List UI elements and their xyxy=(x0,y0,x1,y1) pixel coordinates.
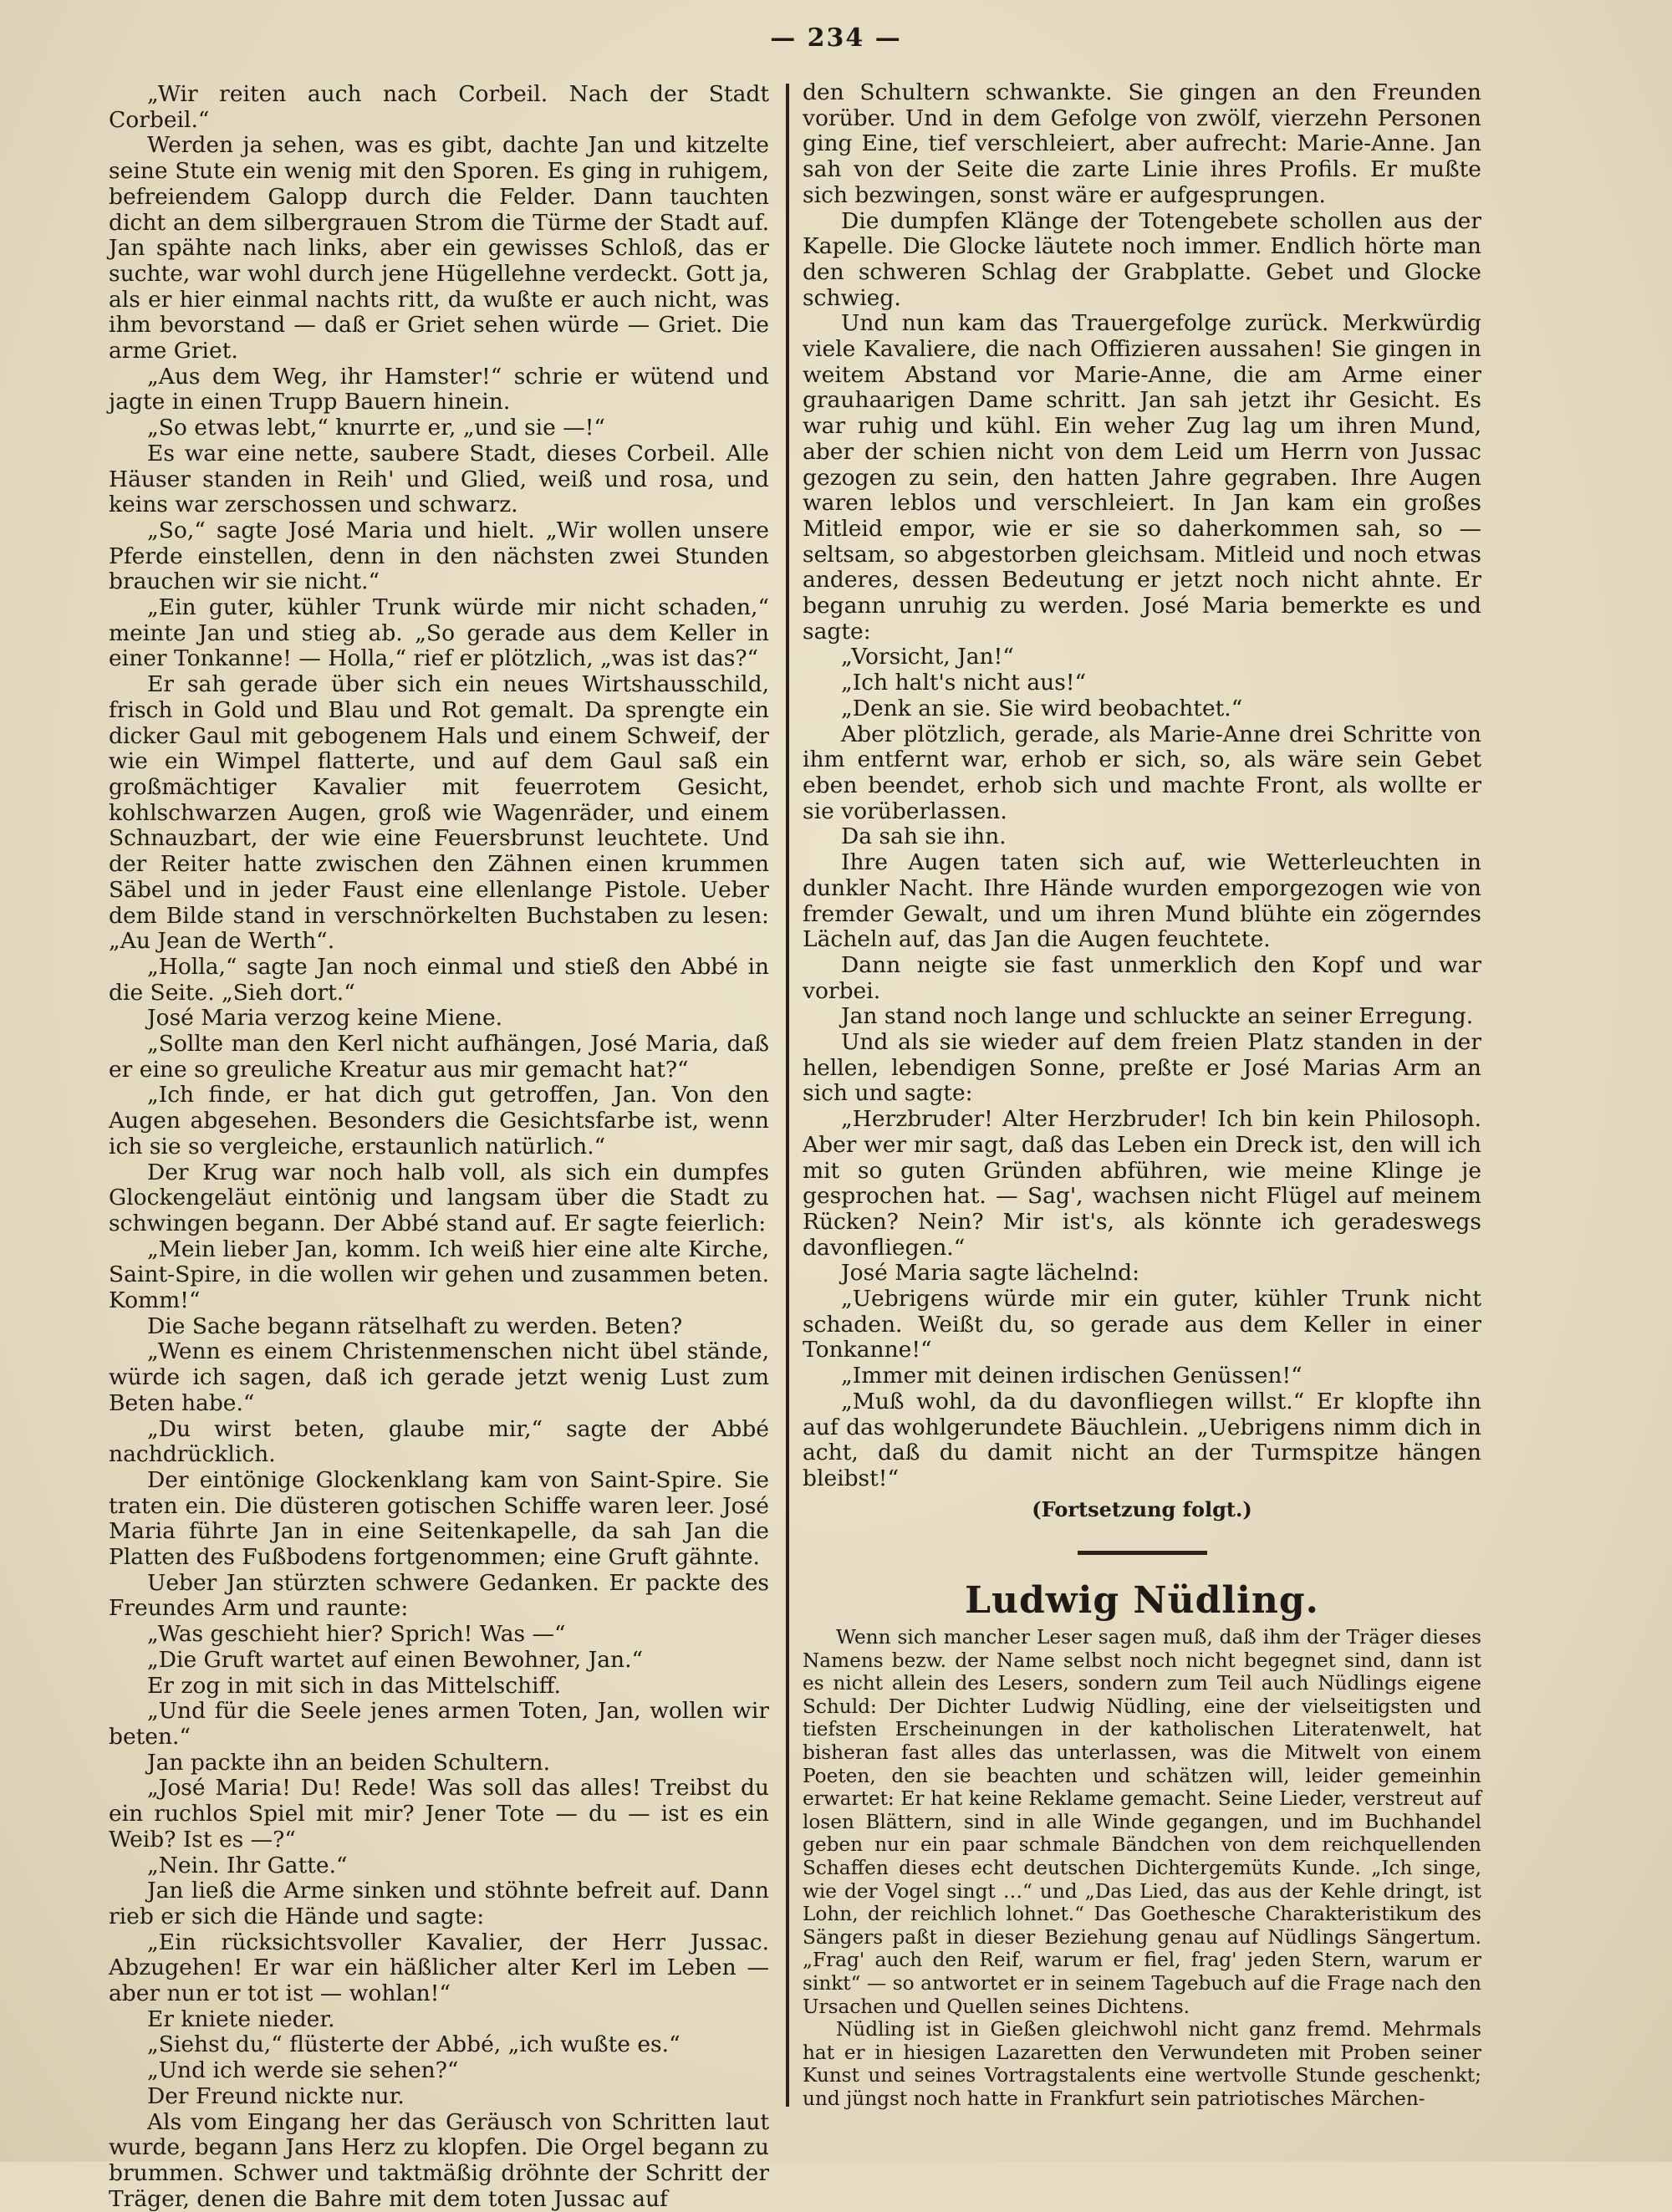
paragraph: Es war eine nette, saubere Stadt, dieses Corbeil. Alle Häuser standen in Reih' und Glied, weiß und rosa, und keins war zerschossen und schwarz. xyxy=(109,440,769,518)
paragraph: Jan stand noch lange und schluckte an seiner Erregung. xyxy=(841,1003,1474,1030)
paragraph: „Vorsicht, Jan!“ xyxy=(841,644,1014,670)
paragraph: „Sollte man den Kerl nicht aufhängen, José Maria, daß er eine so greuliche Kreatur aus mir gemacht hat?“ xyxy=(109,1031,769,1083)
paragraph: „Was geschieht hier? Sprich! Was —“ xyxy=(147,1621,566,1648)
paragraph: „Nein. Ihr Gatte.“ xyxy=(147,1852,348,1878)
paragraph: „Muß wohl, da du davonfliegen willst.“ Er klopfte ihn auf das wohlgerundete Bäuchlein. „Uebrigens nimm dich in acht, daß du damit nicht an der Turmspitze hängen bleibst!“ xyxy=(803,1388,1481,1491)
left-column xyxy=(109,82,769,2212)
paragraph: „Herzbruder! Alter Herzbruder! Ich bin kein Philosoph. Aber wer mir sagt, daß das Leben ein Dreck ist, den will ich mit so guten Gründen abführen, wie meine Klinge je gesprochen hat. — Sag', wachsen nicht Flügel auf meinem Rücken? Nein? Mir ist's, als könnte ich geradeswegs davonfliegen.“ xyxy=(803,1106,1481,1261)
paragraph: Jan ließ die Arme sinken und stöhnte befreit auf. Dann rieb er sich die Hände und sagte: xyxy=(109,1878,769,1929)
paragraph: Da sah sie ihn. xyxy=(841,823,1007,850)
article-title: Ludwig Nüdling. xyxy=(965,1579,1319,1623)
paragraph: „Holla,“ sagte Jan noch einmal und stieß den Abbé in die Seite. „Sieh dort.“ xyxy=(109,953,769,1006)
paragraph: „Und ich werde sie sehen?“ xyxy=(147,2057,459,2084)
column-divider xyxy=(786,84,789,2107)
paragraph: Werden ja sehen, was es gibt, dachte Jan und kitzelte seine Stute ein wenig mit den Sporen. Es ging in ruhigem, befreiendem Galopp durch die Felder. Dann tauchten dicht an dem silbergrauen Strom die Türme der Stadt auf. Jan spähte nach links, aber ein gewisses Schloß, das er suchte, war wohl durch jene Hügellehne verdeckt. Gott ja, als er hier einmal nachts ritt, da wußte er auch nicht, was ihm bevorstand — daß er Griet sehen würde — Griet. Die arme Griet. xyxy=(109,132,769,364)
paragraph: „Ich halt's nicht aus!“ xyxy=(841,670,1087,696)
paragraph: Ueber Jan stürzten schwere Gedanken. Er packte des Freundes Arm und raunte: xyxy=(109,1569,769,1622)
paragraph: „Immer mit deinen irdischen Genüssen!“ xyxy=(841,1363,1302,1389)
paragraph: „José Maria! Du! Rede! Was soll das alles! Treibst du ein ruchlos Spiel mit mir? Jener Tote — du — ist es ein Weib? Ist es —?“ xyxy=(109,1775,769,1853)
section-separator xyxy=(1078,1551,1207,1555)
paragraph: „Du wirst beten, glaube mir,“ sagte der Abbé nachdrücklich. xyxy=(109,1415,769,1468)
paragraph: „So,“ sagte José Maria und hielt. „Wir wollen unsere Pferde einstellen, denn in den nächsten zwei Stunden brauchen wir sie nicht.“ xyxy=(109,517,769,595)
paragraph: „Wenn es einem Christenmenschen nicht übel stände, würde ich sagen, daß ich gerade jetzt wenig Lust zum Beten habe.“ xyxy=(109,1338,769,1416)
paragraph: „Die Gruft wartet auf einen Bewohner, Jan.“ xyxy=(147,1646,644,1673)
page-number: — 234 — xyxy=(770,23,902,53)
paragraph: Aber plötzlich, gerade, als Marie-Anne drei Schritte von ihm entfernt war, erhob er sich, so, als wäre sein Gebet eben beendet, erhob sich und machte Front, als wollte er sie vorüberlassen. xyxy=(803,721,1481,824)
story-paragraphs xyxy=(803,209,1481,1492)
paragraph: Nüdling ist in Gießen gleichwohl nicht ganz fremd. Mehrmals hat er in hiesigen Lazaretten den Verwundeten mit Proben seiner Kunst und seines Vortragstalents eine wertvolle Stunde geschenkt; und jüngst noch hatte in Frankfurt sein patriotisches Märchen- xyxy=(803,2018,1481,2110)
paragraph: „Aus dem Weg, ihr Hamster!“ schrie er wütend und jagte in einen Trupp Bauern hinein. xyxy=(109,363,769,415)
continued-note: (Fortsetzung folgt.) xyxy=(1032,1496,1252,1521)
paragraph: „Siehst du,“ flüsterte der Abbé, „ich wußte es.“ xyxy=(147,2031,681,2058)
paragraph: „Ich finde, er hat dich gut getroffen, Jan. Von den Augen abgesehen. Besonders die Gesichtsfarbe ist, wenn ich sie so vergleiche, erstaunlich natürlich.“ xyxy=(109,1082,769,1160)
paragraph: Er sah gerade über sich ein neues Wirtshausschild, frisch in Gold und Blau und Rot gemalt. Da sprengte ein dicker Gaul mit gebogenem Hals und einem Schweif, der wie ein Wimpel flatterte, und auf dem Gaul saß ein großmächtiger Kavalier mit feuerrotem Gesicht, kohlschwarzen Augen, groß wie Wagenräder, und einem Schnauzbart, der wie eine Feuersbrunst leuchtete. Und der Reiter hatte zwischen den Zähnen einen krummen Säbel und in jeder Faust eine ellenlange Pistole. Ueber dem Bilde stand in verschnörkelten Buchstaben zu lesen: „Au Jean de Werth“. xyxy=(109,671,769,955)
paragraph: Jan packte ihn an beiden Schultern. xyxy=(147,1749,551,1776)
right-column xyxy=(803,80,1481,2111)
paragraph: Wenn sich mancher Leser sagen muß, daß ihm der Träger dieses Namens bezw. der Name selbst noch nicht begegnet sind, dann ist es nicht allein des Lesers, sondern zum Teil auch Nüdlings eigene Schuld: Der Dichter Ludwig Nüdling, eine der vielseitigsten und tiefsten Erscheinungen in der katholischen Literatenwelt, hat bisheran fast alles das unterlassen, was die Mitwelt von einem Poeten, den sie beachten und schätzen will, leider gemeinhin erwartet: Er hat keine Reklame gemacht. Seine Lieder, verstreut auf losen Blättern, sind in alle Winde gegangen, und im Buchhandel geben nur ein paar schmale Bändchen von dem reichquellenden Schaffen dieses echt deutschen Dichtergemüts Kunde. „Ich singe, wie der Vogel singt …“ und „Das Lied, das aus der Kehle dringt, ist Lohn, der reichlich lohnet.“ Das Goethesche Charakteristikum des Sängers paßt in dieser Beziehung genau auf Nüdlings Sängertum. „Frag' auch den Reif, warum er fiel, frag' jeden Stern, warum er sinkt“ — so antwortet er in seinem Tagebuch auf die Frage nach den Ursachen und Quellen seines Dichtens. xyxy=(803,1626,1481,2018)
continued-paragraph: den Schultern schwankte. Sie gingen an den Freunden vorüber. Und in dem Gefolge von zwölf, vierzehn Personen ging Eine, tief verschleiert, aber aufrecht: Marie-Anne. Jan sah von der Seite die zarte Linie ihres Profils. Er mußte sich bezwingen, sonst wäre er aufgesprungen. xyxy=(803,79,1481,208)
article-body xyxy=(803,1626,1481,2110)
paragraph: Als vom Eingang her das Geräusch von Schritten laut wurde, begann Jans Herz zu klopfen. Die Orgel begann zu brummen. Schwer und taktmäßig dröhnte der Schritt der Träger, denen die Bahre mit dem toten Jussac auf xyxy=(109,2108,769,2212)
paragraph: Der eintönige Glockenklang kam von Saint-Spire. Sie traten ein. Die düsteren gotischen Schiffe waren leer. José Maria führte Jan in eine Seitenkapelle, da sah Jan die Platten des Fußbodens fortgenommen; eine Gruft gähnte. xyxy=(109,1466,769,1571)
paragraph: „Wir reiten auch nach Corbeil. Nach der Stadt Corbeil.“ xyxy=(109,81,769,133)
paragraph: „Ein guter, kühler Trunk würde mir nicht schaden,“ meinte Jan und stieg ab. „So gerade aus dem Keller in einer Tonkanne! — Holla,“ rief er plötzlich, „was ist das?“ xyxy=(109,594,769,672)
paragraph: Dann neigte sie fast unmerklich den Kopf und war vorbei. xyxy=(803,951,1481,1004)
paragraph: „Mein lieber Jan, komm. Ich weiß hier eine alte Kirche, Saint-Spire, in die wollen wir gehen und zusammen beten. Komm!“ xyxy=(109,1236,769,1314)
paragraph: „So etwas lebt,“ knurrte er, „und sie —!“ xyxy=(147,415,605,441)
paragraph: „Und für die Seele jenes armen Toten, Jan, wollen wir beten.“ xyxy=(109,1698,769,1750)
paragraph: „Ein rücksichtsvoller Kavalier, der Herr Jussac. Abzugehen! Er war ein häßlicher alter Kerl im Leben — aber nun er tot ist — wohlan!“ xyxy=(109,1929,769,2007)
paragraph: Die Sache begann rätselhaft zu werden. Beten? xyxy=(147,1312,683,1339)
paragraph: Der Krug war noch halb voll, als sich ein dumpfes Glockengeläut eintönig und langsam über die Stadt zu schwingen begann. Der Abbé stand auf. Er sagte feierlich: xyxy=(109,1159,769,1236)
paragraph: „Denk an sie. Sie wird beobachtet.“ xyxy=(841,695,1243,721)
paragraph: Der Freund nickte nur. xyxy=(147,2082,405,2109)
paragraph: Ihre Augen taten sich auf, wie Wetterleuchten in dunkler Nacht. Ihre Hände wurden emporgezogen wie von fremder Gewalt, und um ihren Mund blühte ein zögerndes Lächeln auf, das Jan die Augen feuchtete. xyxy=(803,849,1481,953)
paragraph: Die dumpfen Klänge der Totengebete schollen aus der Kapelle. Die Glocke läutete noch immer. Endlich hörte man den schweren Schlag der Grabplatte. Gebet und Glocke schwieg. xyxy=(803,207,1481,311)
paragraph: José Maria verzog keine Miene. xyxy=(147,1005,503,1032)
paragraph: Er kniete nieder. xyxy=(147,2006,335,2032)
paragraph: Er zog in mit sich in das Mittelschiff. xyxy=(147,1672,561,1699)
paragraph: Und als sie wieder auf dem freien Platz standen in der hellen, lebendigen Sonne, preßte er José Marias Arm an sich und sagte: xyxy=(803,1029,1481,1107)
paragraph: José Maria sagte lächelnd: xyxy=(841,1260,1139,1287)
paragraph: „Uebrigens würde mir ein guter, kühler Trunk nicht schaden. Weißt du, so gerade aus dem Keller in einer Tonkanne!“ xyxy=(803,1286,1481,1363)
paragraph: Und nun kam das Trauergefolge zurück. Merkwürdig viele Kavaliere, die nach Offizieren aussahen! Sie gingen in weitem Abstand vor Marie-Anne, die am Arme einer grauhaarigen Dame schritt. Jan sah jetzt ihr Gesicht. Es war ruhig und kühl. Ein weher Zug lag um ihren Mund, aber der schien nicht von dem Leid um Herrn von Jussac gezogen zu sein, den hatten Jahre gegraben. Ihre Augen waren leblos und verschleiert. In Jan kam ein großes Mitleid empor, wie er sie so daherkommen sah, so — seltsam, so abgestorben gleichsam. Mitleid und noch etwas anderes, dessen Bedeutung er jetzt noch nicht ahnte. Er begann unruhig zu werden. José Maria bemerkte es und sagte: xyxy=(803,310,1481,645)
